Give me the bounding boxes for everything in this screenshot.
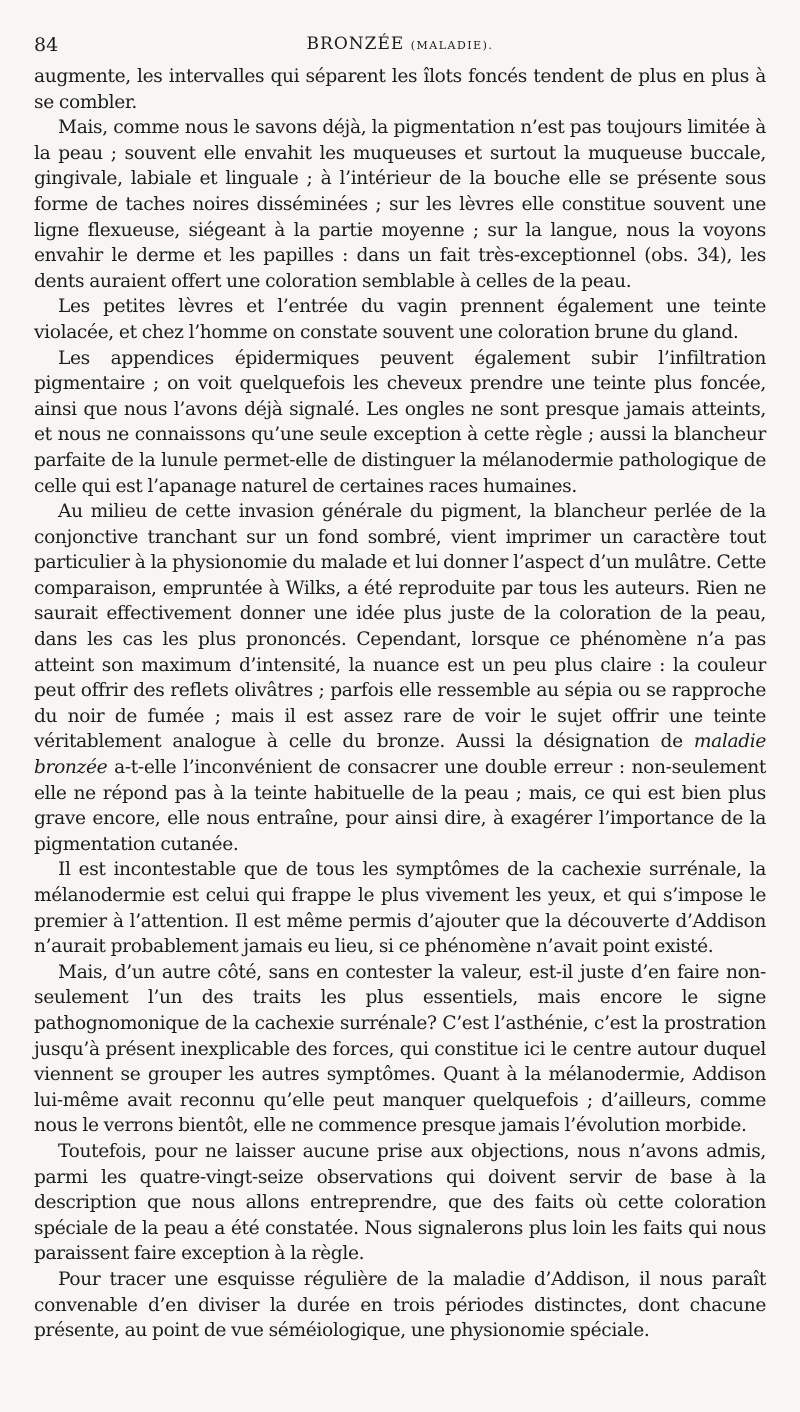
paragraph-text: Au milieu de cette invasion générale du pigment, la blancheur perlée de la conjonctive tranchant sur un fond sombré, vient imprimer un caractère tout particulier à la physionomie du malade et lui donner l’aspect d’un mulâtre. Cette comparaison, empruntée à Wilks, a été reproduite par tous les auteurs. Rien ne saurait effectivement donner une idée plus juste de la coloration de la peau, dans les cas les plus prononcés. Cependant, lorsque ce phénomène n’a pas atteint son maximum d’intensité, la nuance est un peu plus claire : la couleur peut offrir des reflets olivâtres ; parfois elle ressemble au sépia ou se rapproche du noir de fumée ; mais il est assez rare de voir le sujet offrir une teinte véritablement analogue à celle du bronze. Aussi la désignation de xyxy=(34,501,766,753)
running-head xyxy=(34,34,766,54)
page-number: 84 xyxy=(34,34,59,56)
running-title: BRONZÉE xyxy=(306,34,405,54)
paragraph xyxy=(34,499,766,857)
paragraph: Mais, comme nous le savons déjà, la pigmentation n’est pas toujours limitée à la peau ; souvent elle envahit les muqueuses et surtout la muqueuse buccale, gingivale, labiale et linguale ; à l’intérieur de la bouche elle se présente sous forme de taches noires disséminées ; sur les lèvres elle constitue souvent une ligne flexueuse, siégeant à la partie moyenne ; sur la langue, nous la voyons envahir le derme et les papilles : dans un fait très-exceptionnel (obs. 34), les dents auraient offert une coloration semblable à celles de la peau. xyxy=(34,117,766,292)
paragraph: Il est incontestable que de tous les symptômes de la cachexie surrénale, la mélanodermie est celui qui frappe le plus vivement les yeux, et qui s’impose le premier à l’attention. Il est même permis d’ajouter que la découverte d’Addison n’aurait probablement jamais eu lieu, si ce phénomène n’avait point existé. xyxy=(34,859,766,958)
running-subtitle: (MALADIE). xyxy=(410,39,494,52)
body-text xyxy=(34,64,766,1344)
paragraph-text: a-t-elle l’inconvénient de consacrer une double erreur : non-seulement elle ne répond pas à la teinte habituelle de la peau ; mais, ce qui est bien plus grave encore, elle nous entraîne, pour ainsi dire, à exagérer l’importance de la pigmentation cutanée. xyxy=(34,757,766,855)
italic-term: maladie bronzée xyxy=(34,731,766,779)
paragraph: Les appendices épidermiques peuvent également subir l’infiltration pigmentaire ; on voit quelquefois les cheveux prendre une teinte plus foncée, ainsi que nous l’avons déjà signalé. Les ongles ne sont presque jamais atteints, et nous ne connaissons qu’une seule exception à cette règle ; aussi la blancheur parfaite de la lunule permet-elle de distinguer la mélanodermie pathologique de celle qui est l’apanage naturel de certaines races humaines. xyxy=(34,347,766,497)
paragraph: Toutefois, pour ne laisser aucune prise aux objections, nous n’avons admis, parmi les quatre-vingt-seize observations qui doivent servir de base à la description que nous allons entreprendre, que des faits où cette coloration spéciale de la peau a été constatée. Nous signalerons plus loin les faits qui nous paraissent faire exception à la règle. xyxy=(34,1140,766,1265)
paragraph-continued: augmente, les intervalles qui séparent les îlots foncés tendent de plus en plus à se combler. xyxy=(34,66,766,113)
paragraph: Mais, d’un autre côté, sans en contester la valeur, est-il juste d’en faire non-seulement l’un des traits les plus essentiels, mais encore le signe pathognomonique de la cachexie surrénale? C’est l’asthénie, c’est la prostration jusqu’à présent inexplicable des forces, qui constitue ici le centre autour duquel viennent se grouper les autres symptômes. Quant à la mélanodermie, Addison lui-même avait reconnu qu’elle peut manquer quelquefois ; d’ailleurs, comme nous le verrons bientôt, elle ne commence presque jamais l’évolution morbide. xyxy=(34,961,766,1137)
paragraph: Les petites lèvres et l’entrée du vagin prennent également une teinte violacée, et chez l’homme on constate souvent une coloration brune du gland. xyxy=(34,296,766,343)
page-header xyxy=(34,30,766,64)
paragraph: Pour tracer une esquisse régulière de la maladie d’Addison, il nous paraît convenable d’en diviser la durée en trois périodes distinctes, dont chacune présente, au point de vue séméiologique, une physionomie spéciale. xyxy=(34,1268,766,1342)
book-page xyxy=(34,30,766,1344)
